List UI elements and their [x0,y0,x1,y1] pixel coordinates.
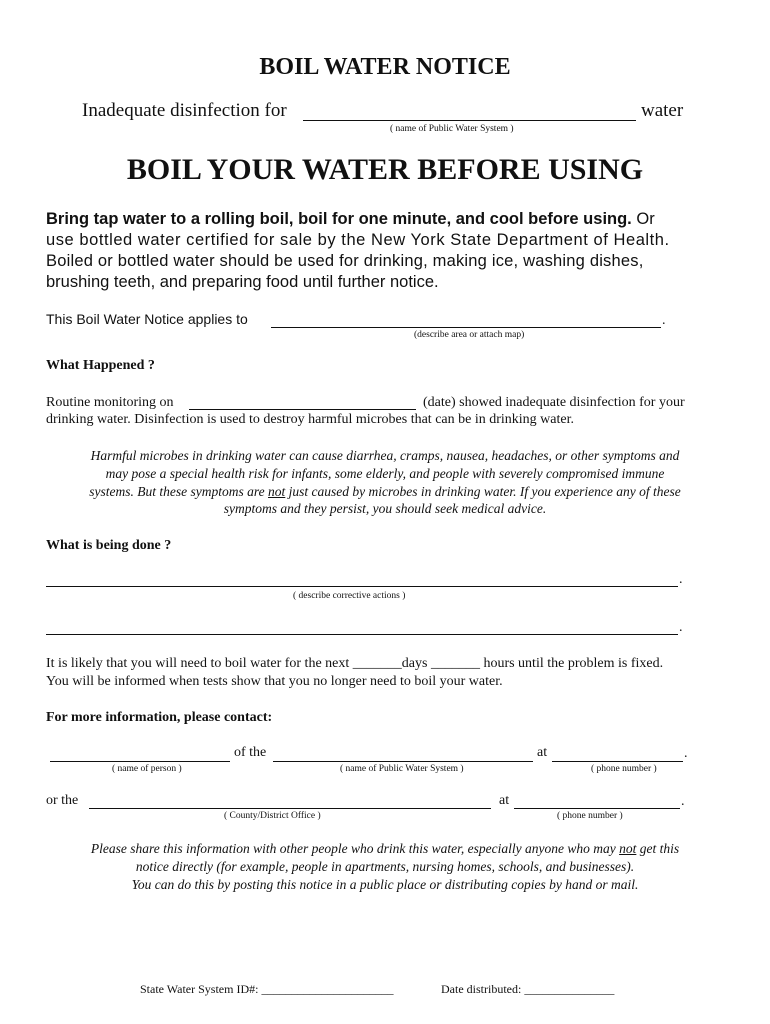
contact-of-the: of the [234,745,267,760]
duration-text-a: It is likely that you will need to boil water for the next [46,656,350,671]
monitoring-line2: drinking water. Disinfection is used to destroy harmful microbes that can be in drinking water. [46,412,574,427]
health-line3-a: systems. But these symptoms are [89,484,269,499]
duration-text-c: hours until the problem is fixed. [483,656,664,671]
county-phone-blank[interactable] [514,808,680,809]
corrective-action-blank-1[interactable] [46,586,678,587]
health-line3-b: just caused by microbes in drinking water. If you experience any of these [285,484,681,499]
caption-person: ( name of person ) [112,764,182,774]
share-not: not [619,841,637,856]
system-id-field[interactable]: State Water System ID#: ______________________ [140,982,394,996]
contact-period-2: . [681,794,685,809]
date-distributed-field[interactable]: Date distributed: _______________ [441,982,615,996]
corrective-period-2: . [679,620,683,635]
hours-blank[interactable]: _______ [430,656,480,671]
monitoring-prefix: Routine monitoring on [46,395,174,410]
inadequate-prefix: Inadequate disinfection for [82,100,287,121]
duration-line2: You will be informed when tests show that you no longer need to boil your water. [46,674,503,689]
contact-person-blank[interactable] [50,761,230,762]
health-line4: symptoms and they persist, you should seek medical advice. [223,501,547,516]
being-done-heading: What is being done ? [46,538,172,553]
contact-at-2: at [499,793,510,808]
instructions-line2: use bottled water certified for sale by the New York State Department of Health. [46,231,670,249]
what-happened-heading: What Happened ? [46,358,155,373]
county-office-blank[interactable] [89,808,491,809]
inadequate-suffix: water [641,100,684,121]
duration-days: days [401,656,428,671]
contact-period: . [684,746,688,761]
health-not: not [268,484,286,499]
contact-phone-blank[interactable] [552,761,683,762]
caption-phone-2: ( phone number ) [557,811,623,821]
health-line2: may pose a special health risk for infants, some elderly, and people with severely compromised immune [105,466,665,481]
area-caption: (describe area or attach map) [414,330,525,340]
instructions-line4: brushing teeth, and preparing food until further notice. [46,273,439,291]
contact-at: at [537,745,548,760]
health-line3 [0,484,770,500]
instructions-bold: Bring tap water to a rolling boil, boil for one minute, and cool before using. [46,210,632,228]
days-blank[interactable]: _______ [352,656,402,671]
share-line3: You can do this by posting this notice in a public place or distributing copies by hand or mail. [131,877,639,892]
instructions-line1 [46,210,726,229]
share-line1 [0,841,770,857]
applies-period: . [662,313,666,328]
contact-or-the: or the [46,793,79,808]
caption-office: ( County/District Office ) [224,811,321,821]
notice-title: BOIL WATER NOTICE [259,54,511,80]
duration-line1 [46,656,663,672]
share-line1-a: Please share this information with other people who drink this water, especially anyone who may [90,841,620,856]
contact-system-blank[interactable] [273,761,533,762]
corrective-period-1: . [679,572,683,587]
area-blank[interactable] [271,327,661,328]
applies-prefix: This Boil Water Notice applies to [46,311,248,327]
caption-system: ( name of Public Water System ) [340,764,464,774]
share-line2: notice directly (for example, people in apartments, nursing homes, schools, and businesses). [135,859,635,874]
instructions-line3: Boiled or bottled water should be used for drinking, making ice, washing dishes, [46,252,644,270]
share-line1-b: get this [636,841,680,856]
contact-heading: For more information, please contact: [46,710,273,725]
corrective-action-blank-2[interactable] [46,634,678,635]
monitoring-suffix: (date) showed inadequate disinfection for your [423,395,685,410]
instructions-or: Or [631,210,655,228]
monitoring-date-blank[interactable] [189,409,416,410]
system-name-caption: ( name of Public Water System ) [390,124,514,134]
boil-headline: BOIL YOUR WATER BEFORE USING [126,153,644,186]
health-line1: Harmful microbes in drinking water can cause diarrhea, cramps, nausea, headaches, or other symptoms and [90,448,680,463]
caption-phone: ( phone number ) [591,764,657,774]
system-name-blank[interactable] [303,120,636,121]
corrective-caption: ( describe corrective actions ) [293,591,406,601]
